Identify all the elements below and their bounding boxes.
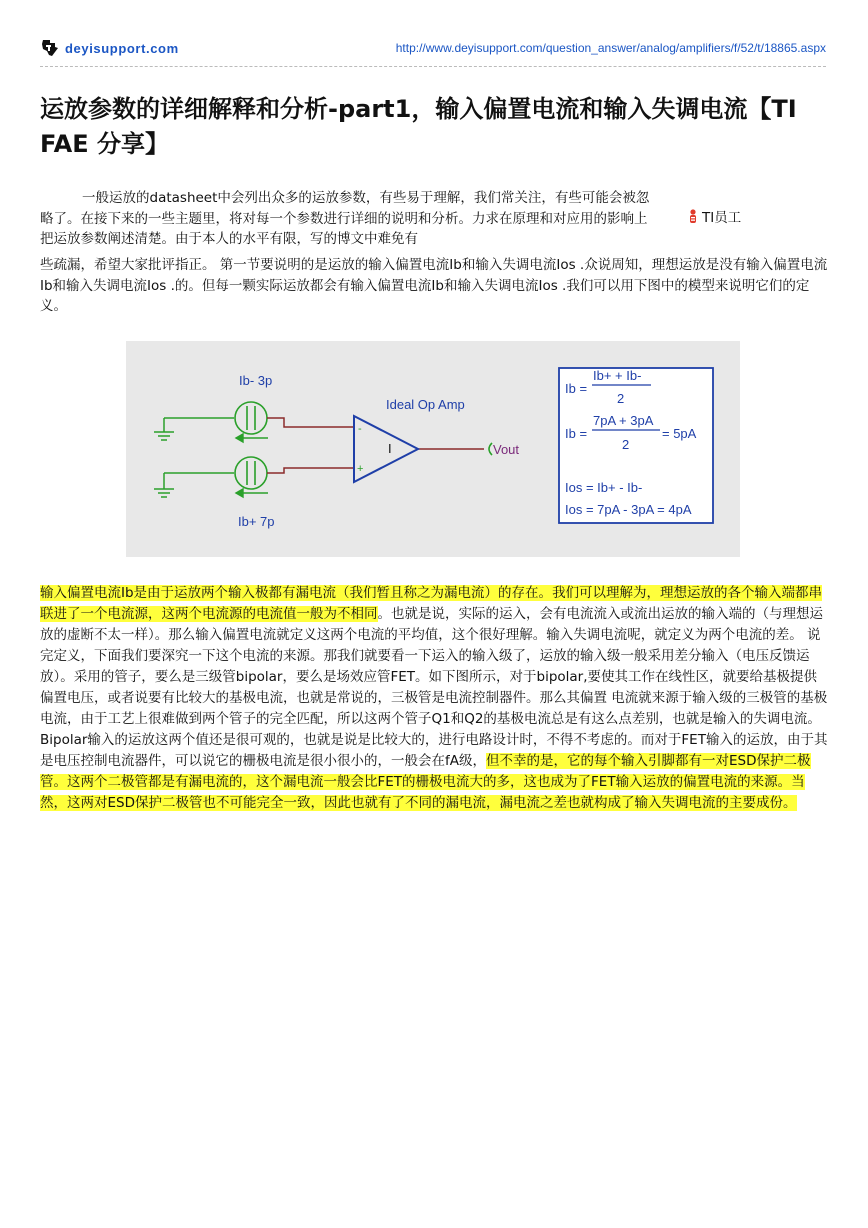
intro-paragraph-2: 些疏漏，希望大家批评指正。 第一节要说明的是运放的输入偏置电流Ib和输入失调电流Ios .众说周知，理想运放是没有输入偏置电流Ib和输入失调电流Ios .的。但每一颗实际运放都会有输入偏置电流Ib和输入失调电流Ios .我们可以用下图中的模型来说明它们的定义。 xyxy=(40,257,828,314)
minus-label: - xyxy=(358,423,362,435)
current-source-bottom xyxy=(235,457,267,489)
person-icon xyxy=(688,209,698,224)
site-name: deyisupport.com xyxy=(65,40,179,56)
plus-label: + xyxy=(357,463,364,475)
current-arrow-bottom xyxy=(236,489,268,497)
formula-2-numerator: 7pA + 3pA xyxy=(593,413,654,428)
page-header xyxy=(40,38,826,64)
opamp-figure xyxy=(126,341,740,557)
body-text-plain: 。也就是说，实际的运入，会有电流流入或流出运放的输入端的（与理想运放的虚断不太一样）。那么输入偏置电流就定义这两个电流的平均值，这个很好理解。输入失调电流呢，就定义为两个电流的差。 说完定义，下面我们要深究一下这个电流的来源。那我们就要看一下运入的输入级了，运放的输入级一般采用差分输入（电压反馈运放）。采用的管子，要么是三级管bipolar，要么是场效应管FET。如下图所示，对于bipolar,要使其工作在线性区，就要给基极提供偏置电压，或者说要有比较大的基极电流，也就是常说的，三极管是电流控制器件。那么其偏置 电流就来源于输入级的三极管的基极电流，由于工艺上很难做到两个管子的完全匹配，所以这两个管子Q1和Q2的基极电流总是有这么点差别，也就是输入的失调电流。Bipolar输入的运放这两个值还是很可观的，也就是说是比较大的，进行电路设计时，不得不考虑的。而对于FET输入的运放，由于其是电压控制电流器件，可以说它的栅极电流是很小很小的，一般会在fA级， xyxy=(40,606,828,769)
current-arrow-top xyxy=(236,434,268,442)
formula-4: Ios = 7pA - 3pA = 4pA xyxy=(565,502,692,517)
formula-2-denominator: 2 xyxy=(622,437,630,452)
current-source-top xyxy=(235,402,267,434)
body-paragraph xyxy=(40,583,830,814)
page-url[interactable]: http://www.deyisupport.com/question_answer/analog/amplifiers/f/52/t/18865.aspx xyxy=(395,41,826,55)
author-badge-label: TI员工 xyxy=(702,210,742,226)
page-title: 运放参数的详细解释和分析-part1，输入偏置电流和输入失调电流【TI FAE 分享】 xyxy=(40,95,797,158)
intro-continuation xyxy=(40,255,830,317)
ib-minus-label: Ib- 3p xyxy=(239,373,273,388)
ti-logo-icon xyxy=(40,38,60,58)
author-badge[interactable] xyxy=(688,206,741,226)
wire-noninverting xyxy=(267,468,354,473)
ib-plus-label: Ib+ 7p xyxy=(238,514,275,529)
formula-1-lhs: Ib = xyxy=(565,381,588,396)
ground-symbol-top xyxy=(154,432,174,440)
opamp-title: Ideal Op Amp xyxy=(386,397,465,412)
ground-symbol-bottom xyxy=(154,489,174,497)
body-text xyxy=(40,583,830,814)
opamp-I-label: I xyxy=(388,441,392,456)
formula-2-result: = 5pA xyxy=(662,426,697,441)
formula-1-numerator: Ib+ + Ib- xyxy=(593,368,642,383)
site-logo[interactable] xyxy=(40,38,179,58)
formula-1-denominator: 2 xyxy=(617,391,625,406)
formula-2-lhs: Ib = xyxy=(565,426,588,441)
highlight-2: 我们可以理解为，理想运放的各个输入端都串联进了一个电流源，这两个电流源的电流值一般为不相同 xyxy=(40,585,823,622)
highlight-3: 但不幸的是，它的每个输入引脚都有一对ESD保护二极管。这两个二极管都是有漏电流的，这个漏电流一般会比FET的栅极电流大的多，这也成为了FET输入运放的偏置电流的来源。当然，这两对ESD保护二极管也不可能完全一致，因此也就有了不同的漏电流，漏电流之差也就构成了输入失调电流的主要成份。 xyxy=(40,753,811,811)
vout-label: Vout xyxy=(493,442,520,457)
opamp-triangle xyxy=(354,416,418,482)
intro-text xyxy=(40,188,660,250)
wire-inverting xyxy=(267,418,354,427)
highlight-1: 输入偏置电流Ib是由于运放两个输入极都有漏电流（我们暂且称之为漏电流）的存在。 xyxy=(40,585,553,601)
opamp-diagram xyxy=(126,341,740,557)
intro-paragraph: 一般运放的datasheet中会列出众多的运放参数，有些易于理解，我们常关注，有些可能会被忽略了。在接下来的一些主题里，将对每一个参数进行详细的说明和分析。力求在原理和对应用的影响上把运放参数阐述清楚。由于本人的水平有限，写的博文中难免有 xyxy=(40,190,650,247)
header-divider xyxy=(40,66,826,67)
output-terminal xyxy=(489,443,492,455)
formula-3: Ios = Ib+ - Ib- xyxy=(565,480,643,495)
